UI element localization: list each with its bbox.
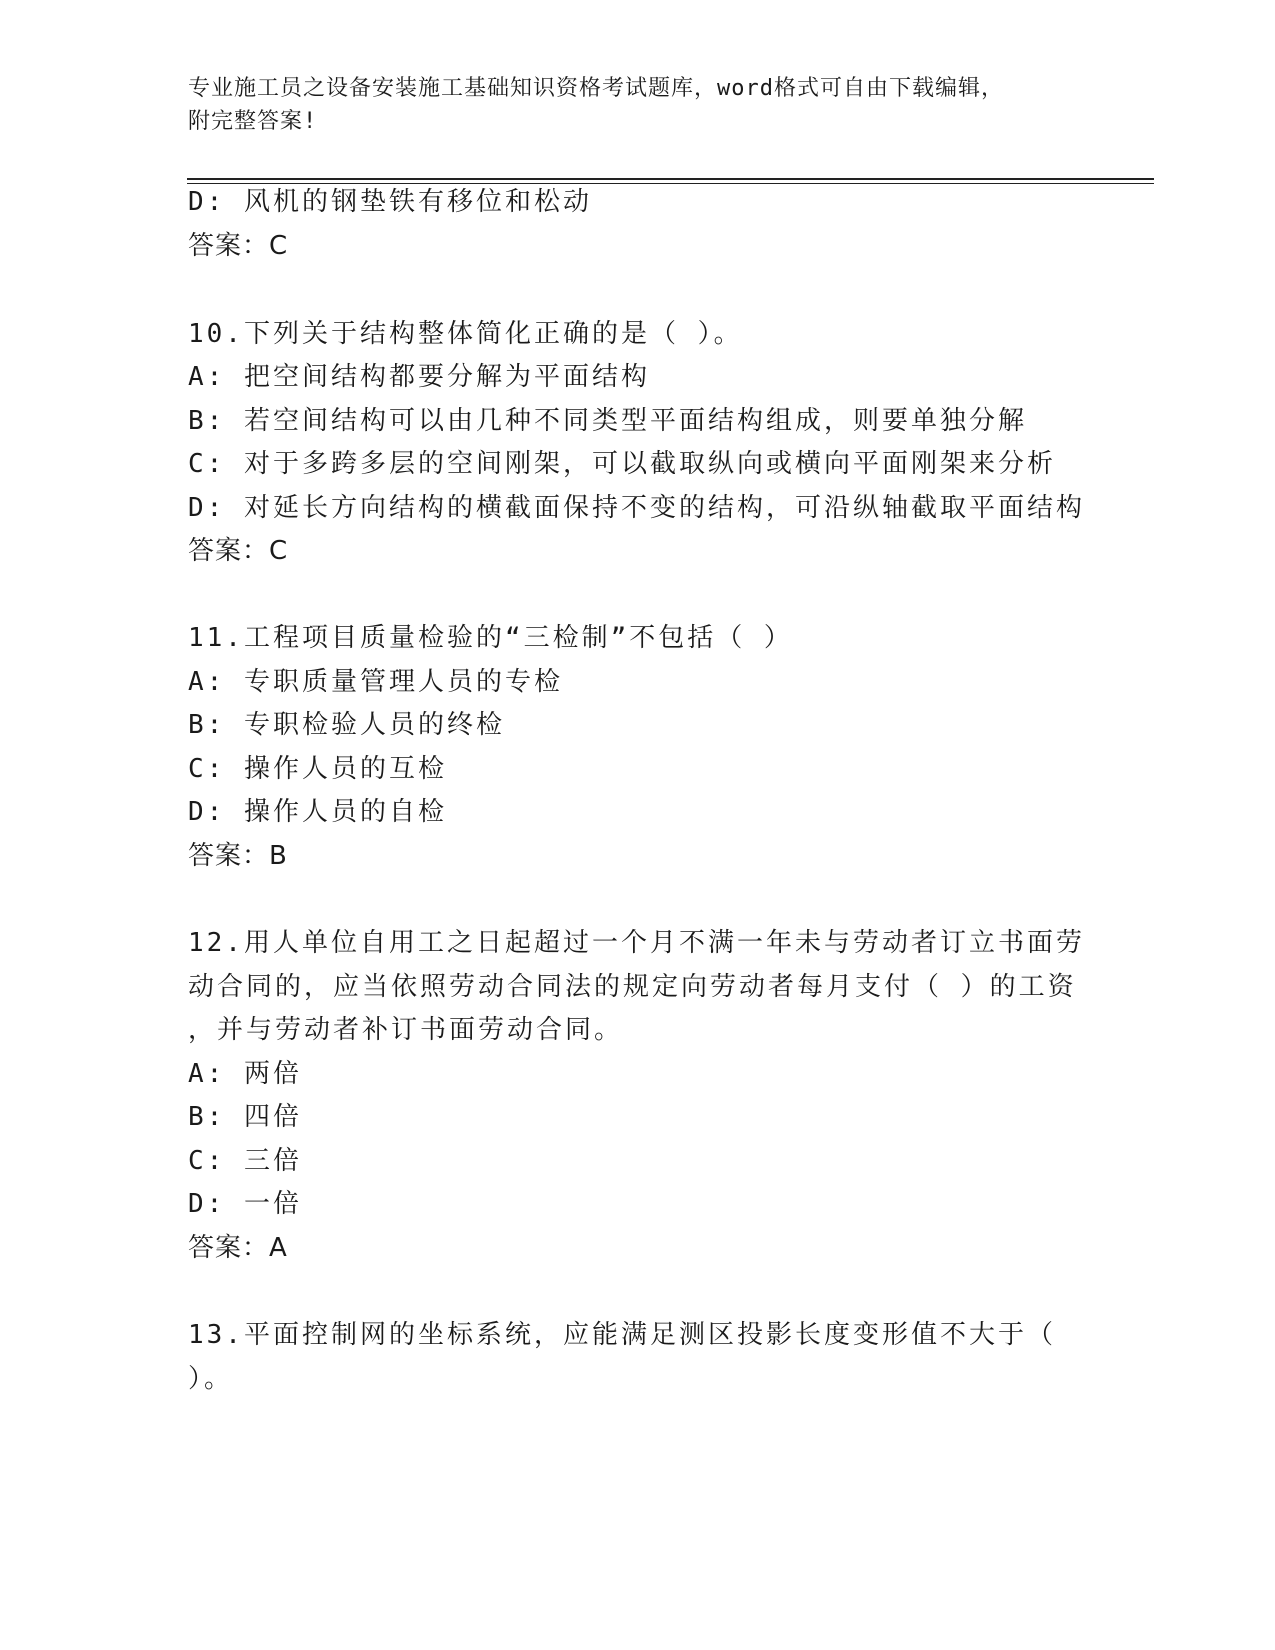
q11-stem: 11.工程项目质量检验的“三检制”不包括（ ） [188,623,793,653]
q12-stem-line2: 动合同的，应当依照劳动合同法的规定向劳动者每月支付（ ）的工资 [188,972,1077,1002]
q12-option-a: A: 两倍 [188,1059,302,1089]
q11-option-a: A: 专职质量管理人员的专检 [188,667,563,697]
q10-answer: 答案：C [188,536,289,566]
q12-option-d: D: 一倍 [188,1189,302,1219]
q10-stem: 10.下列关于结构整体简化正确的是（ ）。 [188,319,743,349]
header-divider-thin [187,183,1154,184]
q11-option-c: C: 操作人员的互检 [188,754,447,784]
q12-option-b: B: 四倍 [188,1102,302,1132]
header-title-line2: 附完整答案! [188,109,318,134]
q10-option-c: C: 对于多跨多层的空间刚架，可以截取纵向或横向平面刚架来分析 [188,449,1056,479]
q13-stem-line1: 13.平面控制网的坐标系统，应能满足测区投影长度变形值不大于（ [188,1320,1056,1350]
prev-answer: 答案：C [188,231,289,261]
q11-answer: 答案：B [188,841,288,871]
header-divider-thick [187,178,1154,180]
q12-option-c: C: 三倍 [188,1146,302,1176]
q11-option-d: D: 操作人员的自检 [188,797,447,827]
q13-stem-line2: ）。 [188,1364,234,1394]
q10-option-b: B: 若空间结构可以由几种不同类型平面结构组成，则要单独分解 [188,406,1027,436]
q10-option-d: D: 对延长方向结构的横截面保持不变的结构，可沿纵轴截取平面结构 [188,493,1085,523]
q12-stem-line1: 12.用人单位自用工之日起超过一个月不满一年未与劳动者订立书面劳 [188,928,1085,958]
q10-option-a: A: 把空间结构都要分解为平面结构 [188,362,650,392]
q12-stem-line3: ，并与劳动者补订书面劳动合同。 [188,1015,624,1045]
document-header [188,72,1088,138]
prev-option-d: D: 风机的钢垫铁有移位和松动 [188,187,592,217]
q12-answer: 答案：A [188,1233,288,1263]
q11-option-b: B: 专职检验人员的终检 [188,710,505,740]
header-title-line1: 专业施工员之设备安装施工基础知识资格考试题库，word格式可自由下载编辑， [188,76,1004,101]
